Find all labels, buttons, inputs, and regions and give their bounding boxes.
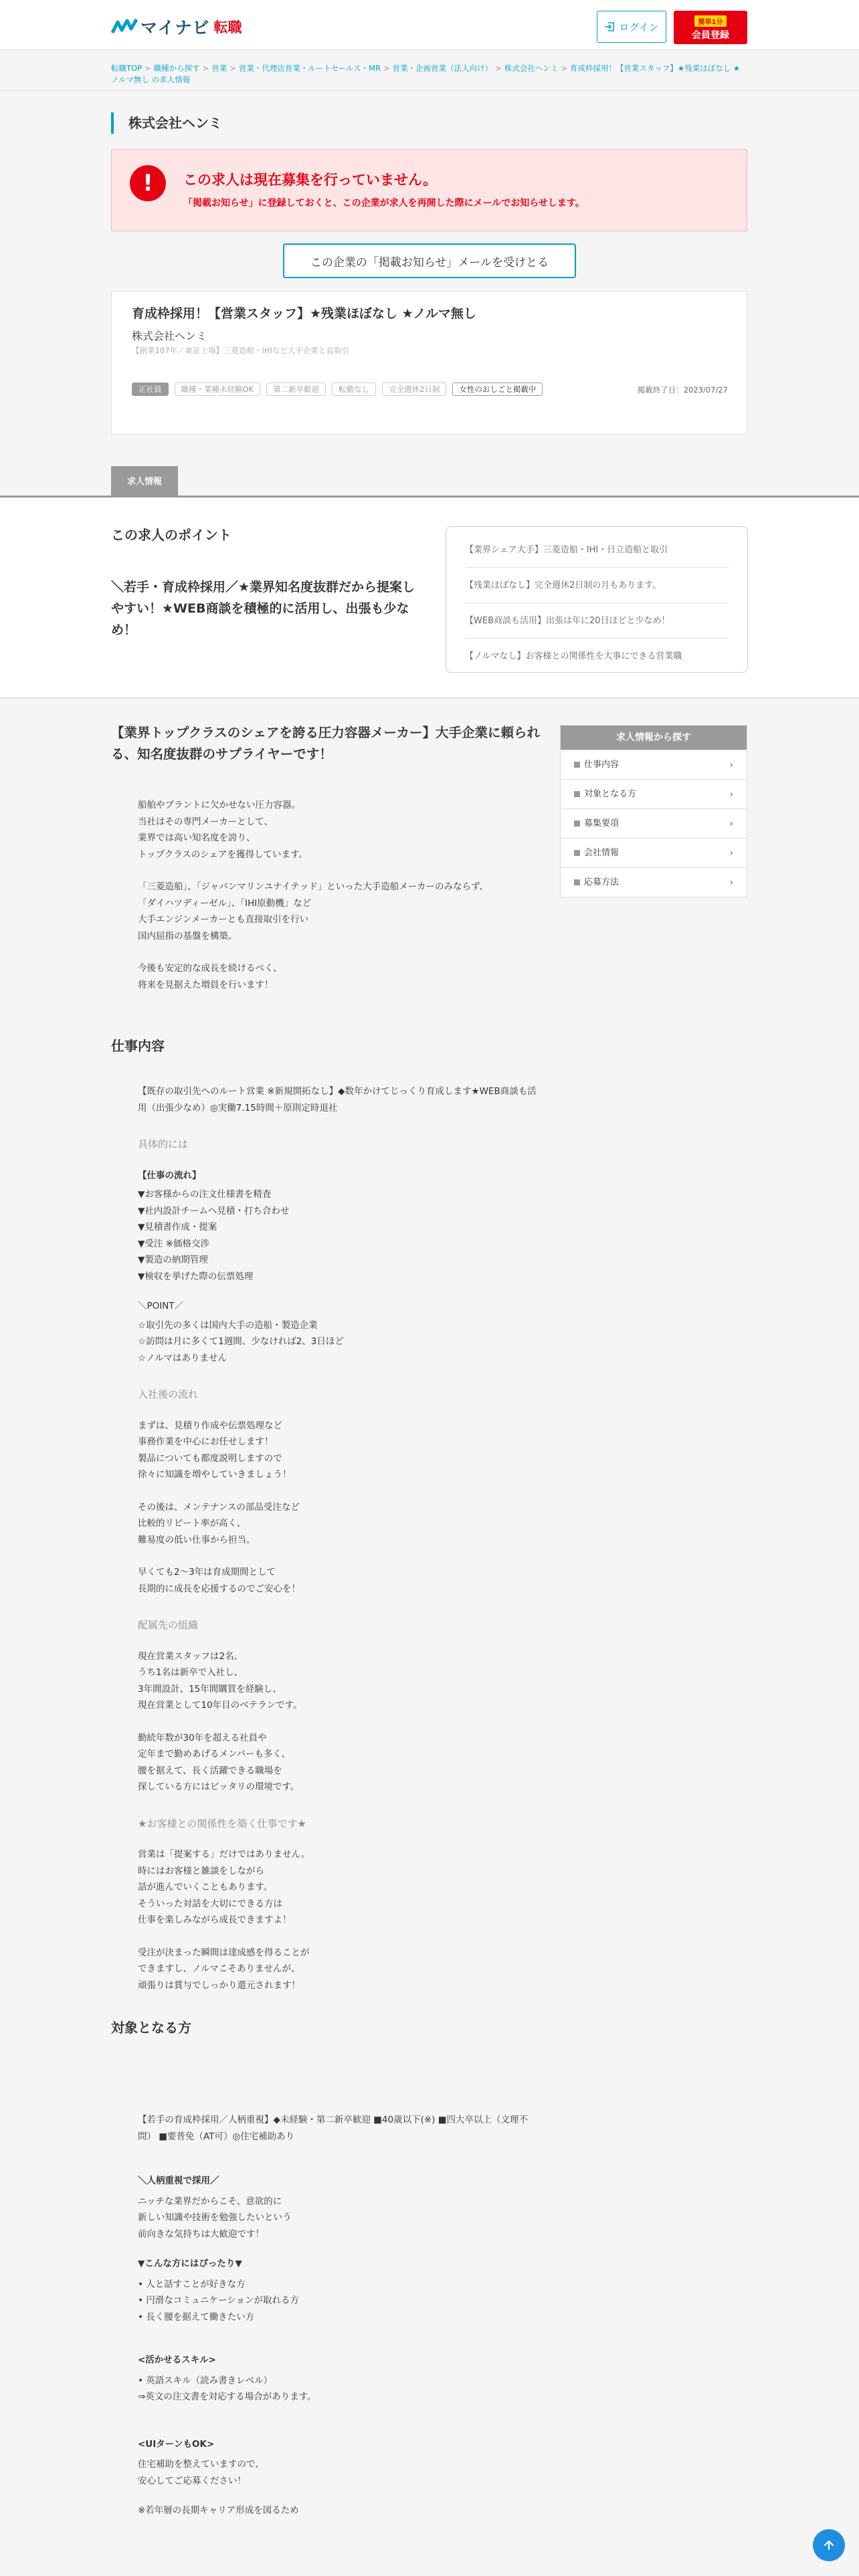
login-button[interactable] bbox=[597, 11, 666, 43]
job-tag: 完全週休2日制 bbox=[382, 383, 446, 396]
sidebar-item-requirements[interactable] bbox=[561, 809, 747, 838]
paragraph bbox=[138, 2456, 539, 2489]
chevron-right-icon: › bbox=[729, 789, 733, 800]
breadcrumb-sep: > bbox=[145, 64, 151, 73]
breadcrumb-item[interactable]: 営業・企画営業（法人向け） bbox=[392, 64, 493, 73]
line: その後は、メンテナンスの部品受注など bbox=[138, 1501, 300, 1513]
breadcrumb-sep: > bbox=[561, 64, 567, 73]
points-box bbox=[446, 526, 748, 673]
line: 比較的リピート率が高く、 bbox=[138, 1518, 246, 1529]
point-item: 【WEB商談も活用】出張は年に20日ほどと少なめ！ bbox=[465, 603, 729, 639]
paragraph bbox=[138, 1499, 539, 1549]
line: 大手エンジンメーカーとも直接取引を行い bbox=[138, 914, 309, 925]
logo-sub: 転職 bbox=[213, 19, 242, 35]
breadcrumb-sep: > bbox=[383, 64, 390, 73]
logo-mark-icon bbox=[111, 18, 138, 35]
sidebar-item-work[interactable] bbox=[561, 750, 747, 779]
flow-step: ▼製造の納期管理 bbox=[138, 1255, 208, 1265]
work-subheading: 配属先の組織 bbox=[138, 1619, 199, 1631]
intro-paragraph bbox=[138, 797, 526, 863]
intro-paragraph bbox=[138, 879, 526, 944]
job-title: 育成枠採用！【営業スタッフ】★残業ほぼなし ★ノルマ無し bbox=[132, 306, 476, 321]
target-subheading: ＼人柄重視で採用／ bbox=[138, 2175, 219, 2186]
skill-item: • 英語スキル（読み書きレベル） bbox=[138, 2373, 539, 2389]
work-subheading: 具体的には bbox=[138, 1138, 189, 1150]
sidebar-item-target[interactable] bbox=[561, 779, 747, 809]
breadcrumb-item[interactable]: 職種から探す bbox=[153, 64, 200, 73]
line: 現在営業として10年目のベテランです。 bbox=[138, 1700, 302, 1711]
chevron-right-icon: › bbox=[729, 848, 733, 859]
line: 将来を見据えた増員を行います！ bbox=[138, 979, 274, 990]
work-subheading: ★お客様との関係性を築く仕事です★ bbox=[138, 1817, 306, 1830]
line: そういった対話を大切にできる方は bbox=[138, 1898, 282, 1909]
tab-bar bbox=[0, 466, 859, 498]
target-note: ※若年層の長期キャリア形成を図るため bbox=[138, 2505, 299, 2516]
target-subheading: <UIターンもOK> bbox=[138, 2438, 215, 2450]
target-summary: 【若手の育成枠採用／人柄重視】◆未経験・第二新卒歓迎 ■40歳以下(※) ■四大卒以上（文理不問） ■要普免（AT可）◎住宅補助あり bbox=[138, 2115, 528, 2142]
breadcrumb-item[interactable]: 営業・代理店営業・ルートセールス・MR bbox=[238, 64, 381, 73]
points-text: ＼若手・育成枠採用／★業界知名度抜群だから提案しやすい！★WEB商談を積極的に活用し、出張も少なめ！ bbox=[111, 580, 415, 637]
target-subheading: <活かせるスキル> bbox=[138, 2355, 216, 2365]
divider bbox=[0, 90, 859, 91]
line: 住宅補助を整えていますので、 bbox=[138, 2459, 264, 2470]
work-heading: 仕事内容 bbox=[111, 1038, 165, 1054]
breadcrumb-sep: > bbox=[495, 64, 502, 73]
register-button[interactable] bbox=[674, 11, 747, 44]
line: 難易度の低い仕事から担当。 bbox=[138, 1534, 256, 1545]
notify-mail-button[interactable]: この企業の「掲載お知らせ」メールを受けとる bbox=[283, 243, 576, 278]
paragraph bbox=[138, 1730, 539, 1796]
flow-heading: 【仕事の流れ】 bbox=[138, 1170, 201, 1181]
job-card bbox=[111, 291, 747, 435]
line: 前向きな気持ちは大歓迎です！ bbox=[138, 2228, 264, 2240]
line: 長期的に成長を応援するのでご安心を！ bbox=[138, 1583, 300, 1594]
sidebar-item-company[interactable] bbox=[561, 838, 747, 867]
line: 受注が決まった瞬間は達成感を得ることが bbox=[138, 1947, 310, 1958]
alert-text: 「掲載お知らせ」に登録しておくと、この企業が求人を再開した際にメールでお知らせします。 bbox=[183, 198, 585, 209]
line: 業界では高い知名度を誇り、 bbox=[138, 833, 256, 843]
line: 当社はその専門メーカーとして、 bbox=[138, 816, 273, 827]
sidebar-title: 求人情報から探す bbox=[561, 726, 747, 750]
lead-heading: 【業界トップクラスのシェアを誇る圧力容器メーカー】大手企業に頼られる、知名度抜群のサプライヤーです！ bbox=[111, 725, 540, 762]
paragraph bbox=[138, 1564, 539, 1597]
breadcrumb-sep: > bbox=[202, 64, 209, 73]
site-header bbox=[0, 0, 859, 50]
line: 時にはお客様と雑談をしながら bbox=[138, 1865, 264, 1876]
line: 新しい知識や技術を勉強したいという bbox=[138, 2212, 292, 2223]
flow-step: ▼お客様からの注文仕様書を精査 bbox=[138, 1189, 272, 1200]
sidebar-item-label: 募集要項 bbox=[584, 819, 619, 829]
job-end-date: 掲載終了日：2023/07/27 bbox=[637, 385, 728, 395]
target-list-item: • 長く腰を据えて働きたい方 bbox=[138, 2309, 539, 2326]
flow-step: ▼検収を挙げた際の伝票処理 bbox=[138, 1271, 254, 1282]
skill-note: ⇒英文の注文書を対応する場合があります。 bbox=[138, 2391, 316, 2402]
line: 話が進んでいくこともあります。 bbox=[138, 1882, 273, 1893]
line: 船舶やプラントに欠かせない圧力容器。 bbox=[138, 800, 300, 811]
point-item: 【業界シェア大手】三菱造船・IHI・日立造船と取引 bbox=[465, 532, 729, 568]
flow-list bbox=[138, 1186, 539, 1285]
company-title: 株式会社ヘンミ bbox=[111, 112, 222, 134]
sidebar-item-apply[interactable] bbox=[561, 867, 747, 897]
line: 3年間設計、15年間購買を経験し、 bbox=[138, 1683, 282, 1695]
line: 腰を据えて、長く活躍できる職場を bbox=[138, 1765, 282, 1776]
target-list-item: • 人と話すことが好きな方 bbox=[138, 2276, 539, 2293]
line: 国内屈指の基盤を構築。 bbox=[138, 930, 237, 942]
point-line: ☆取引先の多くは国内大手の造船・製造企業 bbox=[138, 1319, 318, 1331]
chevron-right-icon: › bbox=[729, 819, 733, 829]
sidebar-item-label: 対象となる方 bbox=[584, 789, 637, 799]
line: 現在営業スタッフは2名。 bbox=[138, 1650, 244, 1662]
line: 事務作業を中心にお任せします！ bbox=[138, 1436, 274, 1447]
point-heading: ＼POINT／ bbox=[138, 1301, 184, 1311]
work-body bbox=[138, 1083, 539, 1994]
line: 営業は「提案する」だけではありません。 bbox=[138, 1849, 310, 1860]
site-logo[interactable] bbox=[111, 16, 242, 37]
login-label: ログイン bbox=[619, 21, 659, 33]
line: 勤続年数が30年を超える社員や bbox=[138, 1732, 267, 1743]
line: 探している方にはピッタリの環境です。 bbox=[138, 1782, 300, 1792]
job-company: 株式会社ヘンミ bbox=[132, 330, 207, 342]
line: 「ダイハツディーゼル」、「IHI原動機」など bbox=[138, 897, 312, 909]
paragraph bbox=[138, 2193, 539, 2243]
line: 製品についても都度説明しますので bbox=[138, 1453, 282, 1464]
sidebar-item-label: 仕事内容 bbox=[584, 760, 619, 770]
breadcrumb-current: 育成枠採用！【営業スタッフ】★残業ほぼなし ★ノルマ無し の求人情報 bbox=[111, 64, 741, 84]
closed-alert bbox=[111, 149, 747, 231]
paragraph bbox=[138, 1418, 539, 1483]
paragraph bbox=[138, 1846, 539, 1929]
line: できますし、ノルマこそありませんが、 bbox=[138, 1963, 300, 1974]
point-list bbox=[138, 1317, 539, 1367]
target-body bbox=[138, 2112, 539, 2535]
chevron-right-icon: › bbox=[729, 877, 733, 888]
flow-step: ▼社内設計チームへ見積・打ち合わせ bbox=[138, 1205, 290, 1216]
line: 「三菱造船」、「ジャパンマリンユナイテッド」といった大手造船メーカーのみならず、 bbox=[138, 881, 488, 892]
line: うち1名は新卒で入社し、 bbox=[138, 1667, 244, 1678]
point-line: ☆訪問は月に多くて1週間、少なければ2、3日ほど bbox=[138, 1336, 344, 1347]
job-tag: 第二新卒歓迎 bbox=[266, 383, 326, 396]
point-item: 【ノルマなし】お客様との関係性を大事にできる営業職 bbox=[465, 651, 682, 661]
point-item: 【残業ほぼなし】完全週休2日制の月もあります。 bbox=[465, 568, 729, 603]
job-tag: 転勤なし bbox=[332, 383, 376, 396]
points-heading: この求人のポイント bbox=[111, 527, 231, 543]
breadcrumb-sep: > bbox=[229, 64, 236, 73]
paragraph bbox=[138, 1648, 539, 1714]
sidebar-item-label: 会社情報 bbox=[584, 848, 619, 858]
job-tags bbox=[132, 383, 560, 396]
flow-step: ▼見積書作成・提案 bbox=[138, 1222, 217, 1232]
job-tag: 正社員 bbox=[132, 383, 169, 396]
line: 頑張りは賞与でしっかり還元されます！ bbox=[138, 1979, 300, 1991]
tab-job-info[interactable]: 求人情報 bbox=[111, 466, 178, 498]
sidebar-item-label: 応募方法 bbox=[584, 877, 619, 887]
points-section bbox=[0, 498, 859, 698]
job-tag: 職種・業種未経験OK bbox=[175, 383, 261, 396]
alert-title: この求人は現在募集を行っていません。 bbox=[183, 172, 438, 188]
target-heading: 対象となる方 bbox=[111, 2020, 191, 2036]
line: ニッチな業界だからこそ、意欲的に bbox=[138, 2195, 282, 2207]
login-icon bbox=[604, 21, 615, 32]
register-badge: 簡単1分 bbox=[694, 15, 727, 27]
breadcrumb-item[interactable]: 営業 bbox=[211, 64, 227, 73]
line: まずは、見積り作成や伝票処理など bbox=[138, 1420, 282, 1431]
job-subtitle: 【創業107年／東証上場】三菱造船・IHIなど大手企業と直取引 bbox=[132, 346, 349, 355]
line: 定年まで勤めあげるメンバーも多く、 bbox=[138, 1749, 291, 1759]
breadcrumb-item[interactable]: 株式会社ヘンミ bbox=[504, 64, 559, 73]
flow-step: ▼受注 ※価格交渉 bbox=[138, 1238, 209, 1249]
target-list-item: • 円滑なコミュニケーションが取れる方 bbox=[138, 2292, 539, 2309]
main-content bbox=[0, 698, 859, 2576]
logo-brand: マイナビ bbox=[140, 18, 210, 37]
intro-paragraph bbox=[138, 960, 526, 993]
breadcrumb bbox=[111, 63, 747, 86]
line: トップクラスのシェアを獲得しています。 bbox=[138, 849, 308, 860]
work-summary: 【既存の取引先へのルート営業 ※新規開拓なし】◆数年かけてじっくり育成します★WEB商談も活用（出張少なめ）◎実働7.15時間＋原則定時退社 bbox=[138, 1086, 537, 1113]
line: 安心してご応募ください！ bbox=[138, 2475, 246, 2486]
job-tag[interactable]: 女性のおしごと掲載中 bbox=[452, 383, 543, 396]
skill-list bbox=[138, 2373, 539, 2389]
line: 仕事を楽しみながら成長できますよ！ bbox=[138, 1915, 292, 1925]
target-subheading: ▼こんな方にはぴったり▼ bbox=[138, 2258, 242, 2269]
line: 早くても2～3年は育成期間として bbox=[138, 1567, 276, 1578]
line: 徐々に知識を増やしていきましょう！ bbox=[138, 1469, 292, 1480]
target-list bbox=[138, 2276, 539, 2326]
exclamation-icon: ! bbox=[130, 165, 166, 201]
job-info-sidebar bbox=[560, 725, 747, 897]
back-to-top-button[interactable] bbox=[813, 2529, 845, 2561]
intro-text bbox=[138, 797, 526, 993]
chevron-right-icon: › bbox=[729, 760, 733, 770]
paragraph bbox=[138, 1945, 539, 1994]
arrow-up-icon bbox=[822, 2539, 836, 2552]
work-subheading: 入社後の流れ bbox=[138, 1388, 199, 1400]
line: 今後も安定的な成長を続けるべく、 bbox=[138, 963, 282, 974]
register-label: 会員登録 bbox=[692, 30, 729, 41]
point-line: ☆ノルマはありません bbox=[138, 1352, 227, 1364]
breadcrumb-item[interactable]: 転職TOP bbox=[111, 64, 142, 73]
